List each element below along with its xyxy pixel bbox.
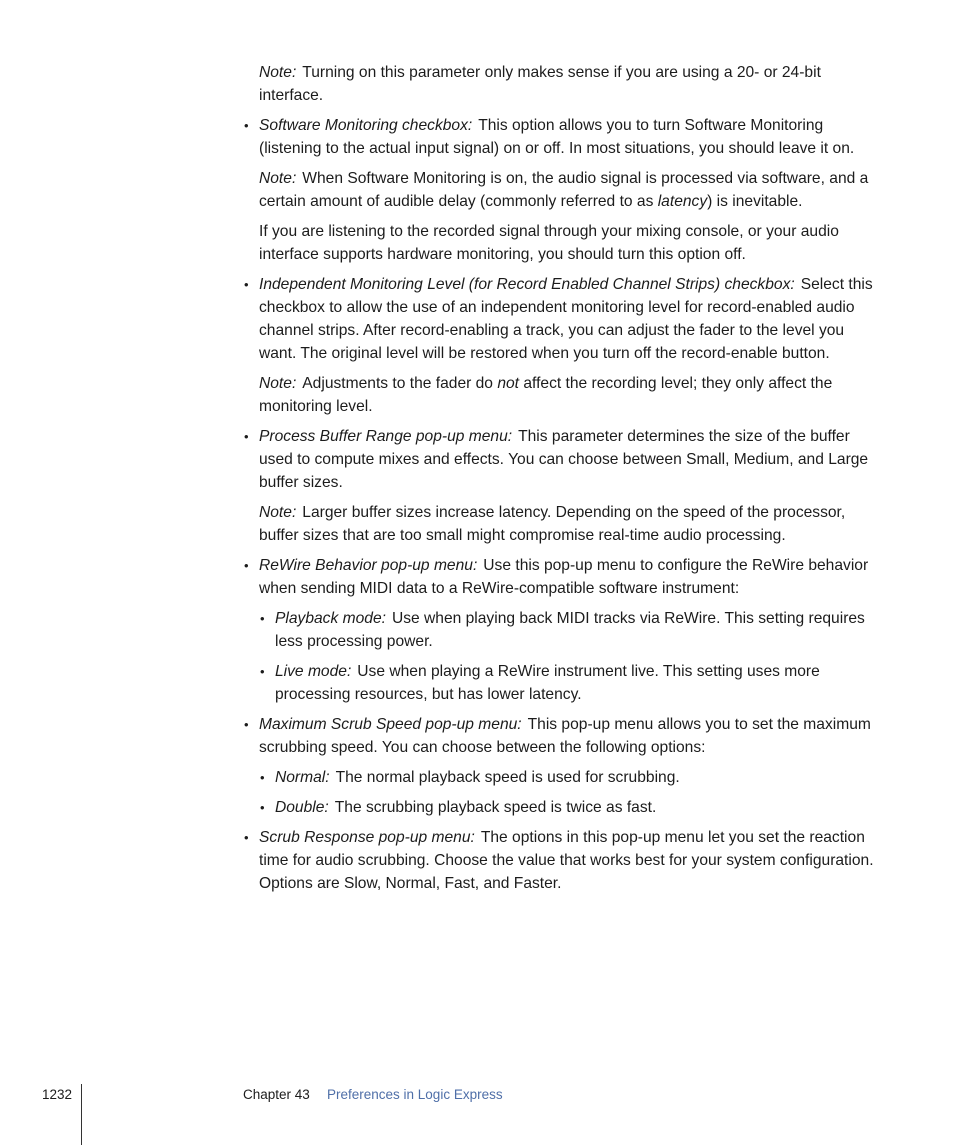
- sub-list-item-live-mode: [259, 660, 875, 706]
- note-label: Note:: [259, 64, 297, 81]
- note-paragraph: [259, 372, 875, 418]
- bullet-marker: •: [244, 558, 249, 573]
- note-label: Note:: [259, 170, 297, 187]
- note-text: Adjustments to the fader do: [302, 375, 498, 392]
- option-term: Live mode:: [275, 663, 352, 680]
- note-paragraph: [259, 167, 875, 213]
- bullet-marker: •: [260, 611, 265, 626]
- note-label: Note:: [259, 375, 297, 392]
- option-term: ReWire Behavior pop-up menu:: [259, 557, 478, 574]
- option-description: Select this checkbox to allow the use of an independent monitoring level for record-enabled audio channel strips. After record-enabling a track, you can adjust the fader to the level you want. The original level will be restored when you turn off the record-enable button.: [259, 276, 873, 362]
- bullet-marker: •: [244, 830, 249, 845]
- footer-divider: [81, 1084, 82, 1145]
- option-description: Use when playing back MIDI tracks via ReWire. This setting requires less processing power.: [275, 610, 865, 650]
- page-number: 1232: [42, 1087, 73, 1102]
- sub-list-item-double: [259, 796, 875, 819]
- list-item-rewire-behavior: [244, 554, 875, 600]
- page-body: [244, 61, 875, 902]
- list-item-independent-monitoring: [244, 273, 875, 365]
- option-description: The normal playback speed is used for scrubbing.: [335, 769, 680, 786]
- note-text: When Software Monitoring is on, the audio signal is processed via software, and a certain amount of audible delay (commonly referred to as: [259, 170, 869, 210]
- option-description: The scrubbing playback speed is twice as fast.: [334, 799, 657, 816]
- note-text: Turning on this parameter only makes sense if you are using a 20- or 24-bit interface.: [259, 64, 821, 104]
- sub-list-item-normal: [259, 766, 875, 789]
- bullet-marker: •: [244, 118, 249, 133]
- note-text: Larger buffer sizes increase latency. Depending on the speed of the processor, buffer sizes that are too small might compromise real-time audio processing.: [259, 504, 846, 544]
- bullet-marker: •: [244, 429, 249, 444]
- option-term: Normal:: [275, 769, 330, 786]
- option-term: Playback mode:: [275, 610, 386, 627]
- option-term: Software Monitoring checkbox:: [259, 117, 473, 134]
- option-description: Use this pop-up menu to configure the ReWire behavior when sending MIDI data to a ReWire-compatible software instrument:: [259, 557, 869, 597]
- bullet-marker: •: [260, 770, 265, 785]
- option-term: Double:: [275, 799, 329, 816]
- body-text: If you are listening to the recorded signal through your mixing console, or your audio interface supports hardware monitoring, you should turn this option off.: [259, 223, 839, 263]
- bullet-marker: •: [244, 717, 249, 732]
- option-term: Process Buffer Range pop-up menu:: [259, 428, 513, 445]
- option-term: Independent Monitoring Level (for Record Enabled Channel Strips) checkbox:: [259, 276, 795, 293]
- note-text: ) is inevitable.: [707, 193, 803, 210]
- note-text: affect the recording level; they only affect the monitoring level.: [259, 375, 833, 415]
- chapter-label: Chapter 43: [243, 1087, 310, 1102]
- bullet-marker: •: [260, 800, 265, 815]
- note-label: Note:: [259, 504, 297, 521]
- chapter-title-link[interactable]: Preferences in Logic Express: [327, 1087, 503, 1102]
- note-paragraph: [259, 61, 875, 107]
- emphasis-text: latency: [657, 193, 708, 210]
- emphasis-text: not: [497, 375, 520, 392]
- list-item-maximum-scrub-speed: [244, 713, 875, 759]
- option-description: The options in this pop-up menu let you set the reaction time for audio scrubbing. Choose the value that works best for your system configuration. Options are Slow, Normal, Fast, and Faster.: [259, 829, 874, 892]
- option-description: This pop-up menu allows you to set the maximum scrubbing speed. You can choose between the following options:: [259, 716, 871, 756]
- note-paragraph: [259, 501, 875, 547]
- list-item-software-monitoring: [244, 114, 875, 160]
- list-item-scrub-response: [244, 826, 875, 895]
- bullet-marker: •: [244, 277, 249, 292]
- sub-list-item-playback-mode: [259, 607, 875, 653]
- bullet-marker: •: [260, 664, 265, 679]
- page-footer: [0, 1084, 954, 1145]
- body-paragraph: [259, 220, 875, 266]
- option-description: This parameter determines the size of the buffer used to compute mixes and effects. You can choose between Small, Medium, and Large buffer sizes.: [259, 428, 869, 491]
- option-term: Maximum Scrub Speed pop-up menu:: [259, 716, 522, 733]
- option-description: This option allows you to turn Software Monitoring (listening to the actual input signal) on or off. In most situations, you should leave it on.: [259, 117, 855, 157]
- option-term: Scrub Response pop-up menu:: [259, 829, 475, 846]
- option-description: Use when playing a ReWire instrument live. This setting uses more processing resources, but has lower latency.: [275, 663, 820, 703]
- list-item-process-buffer-range: [244, 425, 875, 494]
